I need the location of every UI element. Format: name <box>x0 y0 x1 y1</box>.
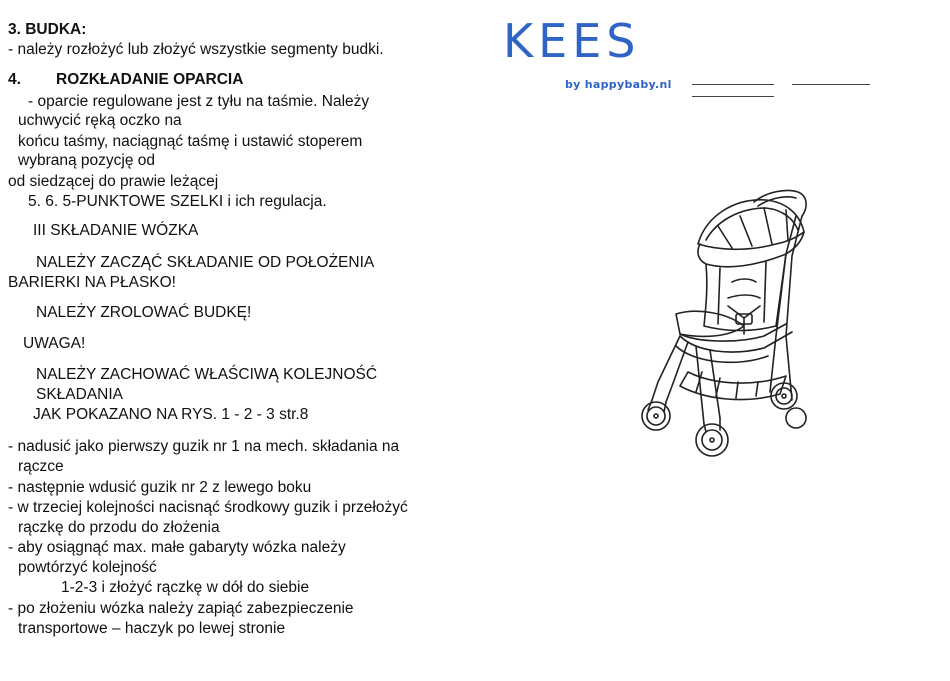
text-line: końcu taśmy, naciągnąć taśmę i ustawić stoperem <box>18 133 363 150</box>
brand-logo: KEES <box>503 14 641 68</box>
text-line: wybraną pozycję od <box>18 152 155 169</box>
list-item-cont: rączce <box>18 458 64 475</box>
text-line: SKŁADANIA <box>36 386 124 403</box>
list-item: - po złożeniu wózka należy zapiąć zabezpieczenie <box>8 600 354 617</box>
text-line: - należy rozłożyć lub złożyć wszystkie segmenty budki. <box>8 41 384 58</box>
text-line: od siedzącej do prawie leżącej <box>8 173 219 190</box>
list-item: - następnie wdusić guzik nr 2 z lewego boku <box>8 479 312 496</box>
divider-line <box>692 84 774 85</box>
divider-line <box>692 96 774 97</box>
divider-line <box>792 84 870 85</box>
list-item: - nadusić jako pierwszy guzik nr 1 na mech. składania na <box>8 438 400 455</box>
warning-label: UWAGA! <box>23 335 86 352</box>
list-item-cont: powtórzyć kolejność <box>18 559 157 576</box>
list-item: - aby osiągnąć max. małe gabaryty wózka należy <box>8 539 346 556</box>
list-item-cont: transportowe – haczyk po lewej stronie <box>18 620 286 637</box>
list-item: - w trzeciej kolejności nacisnąć środkowy guzik i przełożyć <box>8 499 408 516</box>
text-line: NALEŻY ZACHOWAĆ WŁAŚCIWĄ KOLEJNOŚĆ <box>36 366 378 383</box>
section-4-heading: ROZKŁADANIE OPARCIA <box>56 71 244 88</box>
brand-tagline: by happybaby.nl <box>565 78 672 91</box>
stroller-icon <box>636 186 816 468</box>
text-line: NALEŻY ZACZĄĆ SKŁADANIE OD POŁOŻENIA <box>36 254 375 271</box>
text-line: BARIERKI NA PŁASKO! <box>8 274 176 291</box>
section-3-heading: 3. BUDKA: <box>8 21 87 38</box>
text-line: JAK POKAZANO NA RYS. 1 - 2 - 3 str.8 <box>33 406 309 423</box>
list-item-cont: rączkę do przodu do złożenia <box>18 519 220 536</box>
section-5-6-heading: 5. 6. 5-PUNKTOWE SZELKI i ich regulacja. <box>28 193 327 210</box>
section-4-number: 4. <box>8 71 21 88</box>
section-III-heading: III SKŁADANIE WÓZKA <box>33 222 199 239</box>
text-line: - oparcie regulowane jest z tyłu na taśmie. Należy <box>28 93 370 110</box>
text-line: uchwycić ręką oczko na <box>18 112 182 129</box>
list-item-cont: 1-2-3 i złożyć rączkę w dół do siebie <box>61 579 310 596</box>
text-line: NALEŻY ZROLOWAĆ BUDKĘ! <box>36 304 252 321</box>
